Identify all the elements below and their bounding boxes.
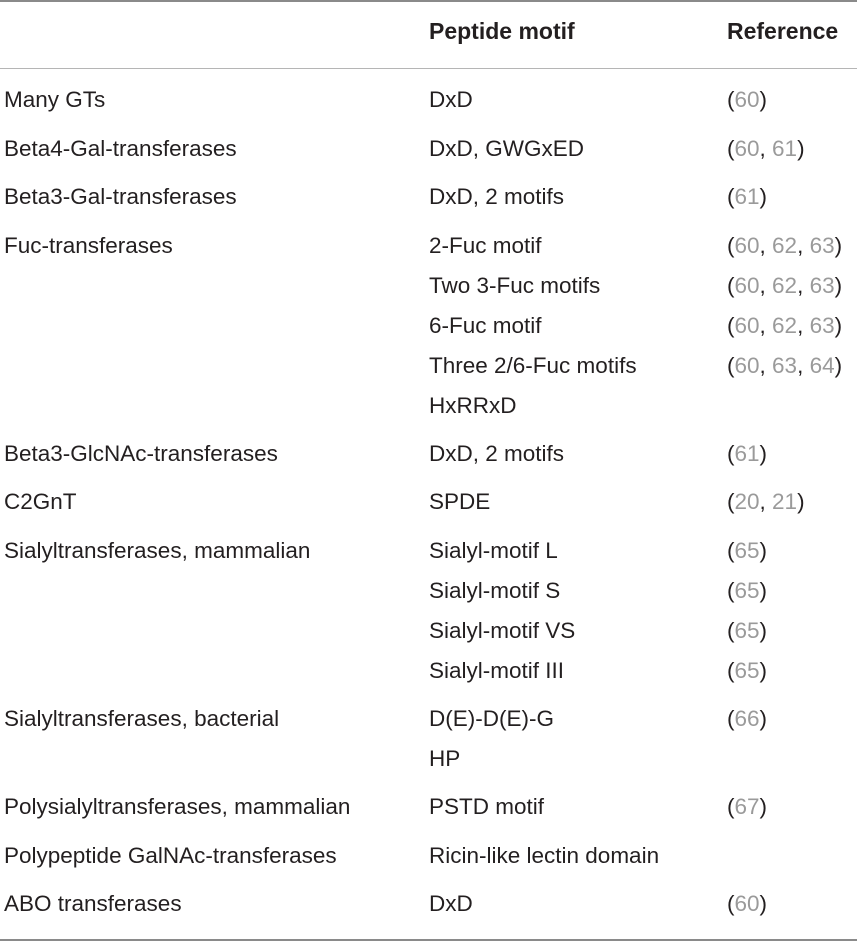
group-cell: Polypeptide GalNAc-transferases	[4, 843, 337, 868]
reference-cell: (60, 61)	[727, 136, 805, 161]
reference-link[interactable]: 61	[734, 184, 760, 209]
group-cell: ABO transferases	[4, 891, 182, 916]
reference-link[interactable]: 63	[809, 273, 835, 298]
reference-link[interactable]: 65	[734, 658, 760, 683]
reference-link[interactable]: 62	[772, 313, 798, 338]
reference-cell: (60)	[727, 891, 768, 916]
reference-cell: (61)	[727, 441, 768, 466]
motif-cell: Two 3-Fuc motifs	[429, 273, 601, 298]
group-cell: Beta3-Gal-transferases	[4, 184, 237, 209]
reference-cell: (20, 21)	[727, 489, 805, 514]
reference-cell: (65)	[727, 578, 768, 603]
reference-link[interactable]: 21	[772, 489, 798, 514]
group-cell: Beta3-GlcNAc-transferases	[4, 441, 278, 466]
motif-cell: Sialyl-motif L	[429, 538, 558, 563]
motif-cell: Sialyl-motif S	[429, 578, 561, 603]
reference-link[interactable]: 60	[734, 87, 760, 112]
motif-cell: HP	[429, 746, 461, 771]
group-cell: Sialyltransferases, mammalian	[4, 538, 311, 563]
reference-link[interactable]: 65	[734, 538, 760, 563]
reference-link[interactable]: 66	[734, 706, 760, 731]
reference-cell: (60, 62, 63)	[727, 233, 843, 258]
motif-cell: DxD	[429, 87, 473, 112]
reference-link[interactable]: 60	[734, 313, 760, 338]
reference-link[interactable]: 67	[734, 794, 760, 819]
reference-link[interactable]: 65	[734, 578, 760, 603]
reference-cell: (65)	[727, 658, 768, 683]
reference-link[interactable]: 60	[734, 273, 760, 298]
motif-cell: 6-Fuc motif	[429, 313, 542, 338]
motif-cell: DxD	[429, 891, 473, 916]
reference-cell: (60, 62, 63)	[727, 273, 843, 298]
reference-cell: (65)	[727, 538, 768, 563]
table-top-rule	[0, 0, 857, 2]
motif-cell: Ricin-like lectin domain	[429, 843, 660, 868]
reference-link[interactable]: 63	[809, 233, 835, 258]
group-cell: Polysialyltransferases, mammalian	[4, 794, 351, 819]
motif-cell: HxRRxD	[429, 393, 517, 418]
reference-link[interactable]: 20	[734, 489, 760, 514]
motif-cell: PSTD motif	[429, 794, 545, 819]
motif-cell: SPDE	[429, 489, 491, 514]
reference-cell: (61)	[727, 184, 768, 209]
reference-cell: (65)	[727, 618, 768, 643]
motif-cell: DxD, 2 motifs	[429, 184, 565, 209]
reference-link[interactable]: 60	[734, 891, 760, 916]
reference-link[interactable]: 63	[772, 353, 798, 378]
reference-link[interactable]: 61	[772, 136, 798, 161]
motif-cell: DxD, 2 motifs	[429, 441, 565, 466]
group-cell: Beta4-Gal-transferases	[4, 136, 237, 161]
motif-cell: Three 2/6-Fuc motifs	[429, 353, 637, 378]
motif-cell: 2-Fuc motif	[429, 233, 542, 258]
header-rule	[0, 68, 857, 69]
header-reference: Reference	[727, 18, 839, 44]
reference-cell: (66)	[727, 706, 768, 731]
group-cell: Fuc-transferases	[4, 233, 173, 258]
reference-link[interactable]: 61	[734, 441, 760, 466]
reference-cell: (60, 63, 64)	[727, 353, 843, 378]
reference-link[interactable]: 60	[734, 233, 760, 258]
motif-cell: Sialyl-motif VS	[429, 618, 576, 643]
reference-cell: (60)	[727, 87, 768, 112]
reference-link[interactable]: 60	[734, 136, 760, 161]
motif-cell: Sialyl-motif III	[429, 658, 565, 683]
reference-link[interactable]: 62	[772, 273, 798, 298]
header-peptide-motif: Peptide motif	[429, 18, 575, 44]
reference-link[interactable]: 63	[809, 313, 835, 338]
group-cell: C2GnT	[4, 489, 77, 514]
reference-link[interactable]: 60	[734, 353, 760, 378]
reference-link[interactable]: 62	[772, 233, 798, 258]
reference-link[interactable]: 64	[809, 353, 835, 378]
motif-cell: DxD, GWGxED	[429, 136, 584, 161]
reference-link[interactable]: 65	[734, 618, 760, 643]
group-cell: Many GTs	[4, 87, 106, 112]
group-cell: Sialyltransferases, bacterial	[4, 706, 280, 731]
reference-cell: (60, 62, 63)	[727, 313, 843, 338]
reference-cell: (67)	[727, 794, 768, 819]
motif-cell: D(E)-D(E)-G	[429, 706, 554, 731]
